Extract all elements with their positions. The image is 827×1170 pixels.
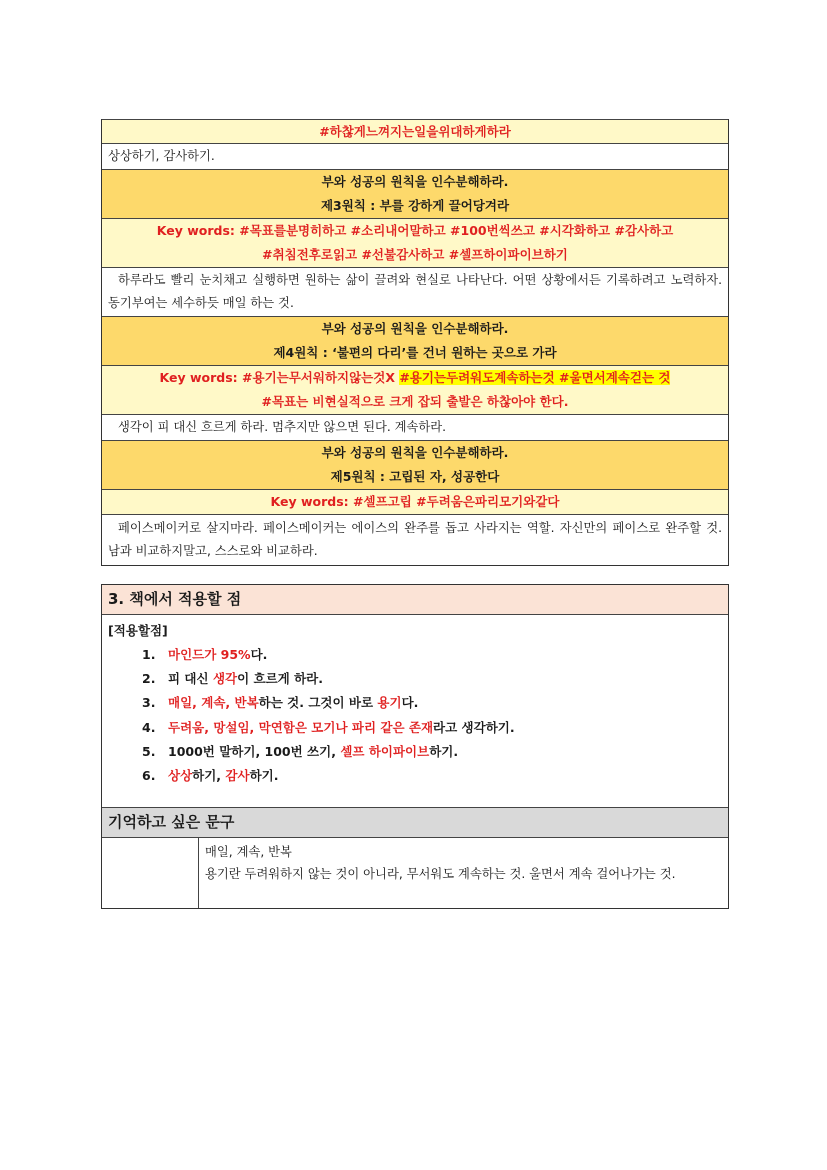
- principle-5-keywords-line1: Key words: #셀프고립 #두려움은파리모기와같다: [270, 494, 560, 509]
- apply-item-text: 다.: [250, 647, 268, 662]
- memory-empty-cell: [102, 838, 199, 908]
- apply-item-emphasis: 셀프 하이파이브: [340, 743, 430, 759]
- principle-4-body: 생각이 피 대신 흐르게 하라. 멈추지만 않으면 된다. 계속하라.: [102, 414, 728, 440]
- apply-item-text: 하기.: [249, 767, 279, 783]
- apply-item-text: 하는 것. 그것이 바로: [258, 695, 378, 711]
- principle-5-keywords: [102, 489, 728, 514]
- apply-item-emphasis: 상상: [168, 767, 193, 783]
- principle-5-title-line2: 제5원칙 : 고립된 자, 성공한다: [330, 469, 500, 484]
- apply-item-emphasis: 감사: [225, 767, 250, 783]
- apply-item-text: 하기.: [429, 743, 459, 759]
- apply-item-number: 6.: [142, 767, 156, 783]
- principle-3-body: 하루라도 빨리 눈치채고 실행하면 원하는 삶이 끌려와 현실로 나타난다. 어떤 상황에서든 기록하려고 노력하자. 동기부여는 세수하듯 매일 하는 것.: [102, 267, 728, 316]
- principle-4-keywords: [102, 365, 728, 414]
- apply-item-emphasis: 매일, 계속, 반복: [168, 695, 259, 711]
- principle-4-keywords-line2: #목표는 비현실적으로 크게 잡되 출발은 하찮아야 한다.: [261, 394, 569, 409]
- memory-quote-2: 용기란 두려워하지 않는 것이 아니라, 무서워도 계속하는 것. 울면서 계속 걸어나가는 것.: [205, 867, 676, 881]
- principle-3-title-line1: 부와 성공의 원칙을 인수분해하라.: [321, 174, 509, 189]
- principle-4-title-line1: 부와 성공의 원칙을 인수분해하라.: [321, 321, 509, 336]
- section-3-heading: 3. 책에서 적용할 점: [102, 585, 728, 615]
- principle-4-keywords-highlight: #용기는두려워도계속하는것 #울면서계속걷는 것: [399, 370, 671, 385]
- apply-section: [102, 615, 728, 808]
- apply-item-text: 라고 생각하기.: [433, 719, 515, 735]
- principle-3-keywords: [102, 218, 728, 267]
- memory-quotes: [199, 838, 728, 908]
- hashtag-row: #하찮게느껴지는일을위대하게하라: [102, 119, 728, 143]
- principle-4-keywords-line1: [102, 366, 728, 390]
- apply-item: [142, 643, 515, 667]
- apply-item-text: 이 흐르게 하라.: [237, 671, 323, 687]
- apply-item-emphasis: 마인드가 95%: [168, 647, 251, 662]
- apply-item-number: 1.: [142, 647, 156, 662]
- principle-4-title: [102, 316, 728, 365]
- principle-3-keywords-line2: #취침전후로읽고 #선불감사하고 #셀프하이파이브하기: [262, 247, 568, 262]
- apply-label: [적용할점]: [108, 623, 168, 638]
- principle-5-title-line1: 부와 성공의 원칙을 인수분해하라.: [321, 445, 509, 460]
- apply-item: [142, 764, 515, 788]
- apply-item-text: 1000번 말하기, 100번 쓰기,: [168, 743, 341, 759]
- principle-3-keywords-line1: Key words: #목표를분명히하고 #소리내어말하고 #100번씩쓰고 #시각화하고 #감사하고: [156, 223, 674, 238]
- principle-3-title-line2: 제3원칙 : 부를 강하게 끌어당겨라: [320, 198, 510, 213]
- apply-item-number: 4.: [142, 719, 156, 735]
- apply-item-number: 3.: [142, 695, 156, 711]
- apply-list: [142, 643, 515, 788]
- principle-5-title: [102, 440, 728, 489]
- apply-item-text: 하기,: [192, 767, 226, 783]
- apply-item-emphasis: 두려움, 망설임, 막연함은 모기나 파리 같은 존재: [168, 719, 434, 735]
- memory-row: [102, 838, 728, 909]
- apply-item: [142, 667, 515, 691]
- apply-item-number: 5.: [142, 743, 156, 759]
- principle-4-title-line2: 제4원칙 : ‘불편의 다리’를 건너 원하는 곳으로 가라: [273, 345, 557, 360]
- apply-item-text: 피 대신: [168, 671, 213, 687]
- memory-quote-1: 매일, 계속, 반복: [205, 845, 292, 859]
- apply-item: [142, 740, 515, 764]
- memory-heading: 기억하고 싶은 문구: [102, 808, 728, 838]
- apply-item: [142, 691, 515, 715]
- apply-table: [101, 584, 729, 909]
- principles-table: [101, 119, 729, 566]
- apply-item-emphasis: 용기: [377, 695, 402, 711]
- apply-item-number: 2.: [142, 671, 156, 687]
- apply-item-emphasis: 생각: [212, 671, 238, 687]
- apply-item: [142, 716, 515, 740]
- principle-5-body: 페이스메이커로 살지마라. 페이스메이커는 에이스의 완주를 돕고 사라지는 역할. 자신만의 페이스로 완주할 것. 남과 비교하지말고, 스스로와 비교하라.: [102, 514, 728, 566]
- principle-4-keywords-a: Key words: #용기는무서워하지않는것X: [159, 370, 400, 385]
- principle-3-title: [102, 169, 728, 218]
- apply-item-text: 다.: [401, 695, 419, 711]
- imagine-text: 상상하기, 감사하기.: [102, 143, 728, 169]
